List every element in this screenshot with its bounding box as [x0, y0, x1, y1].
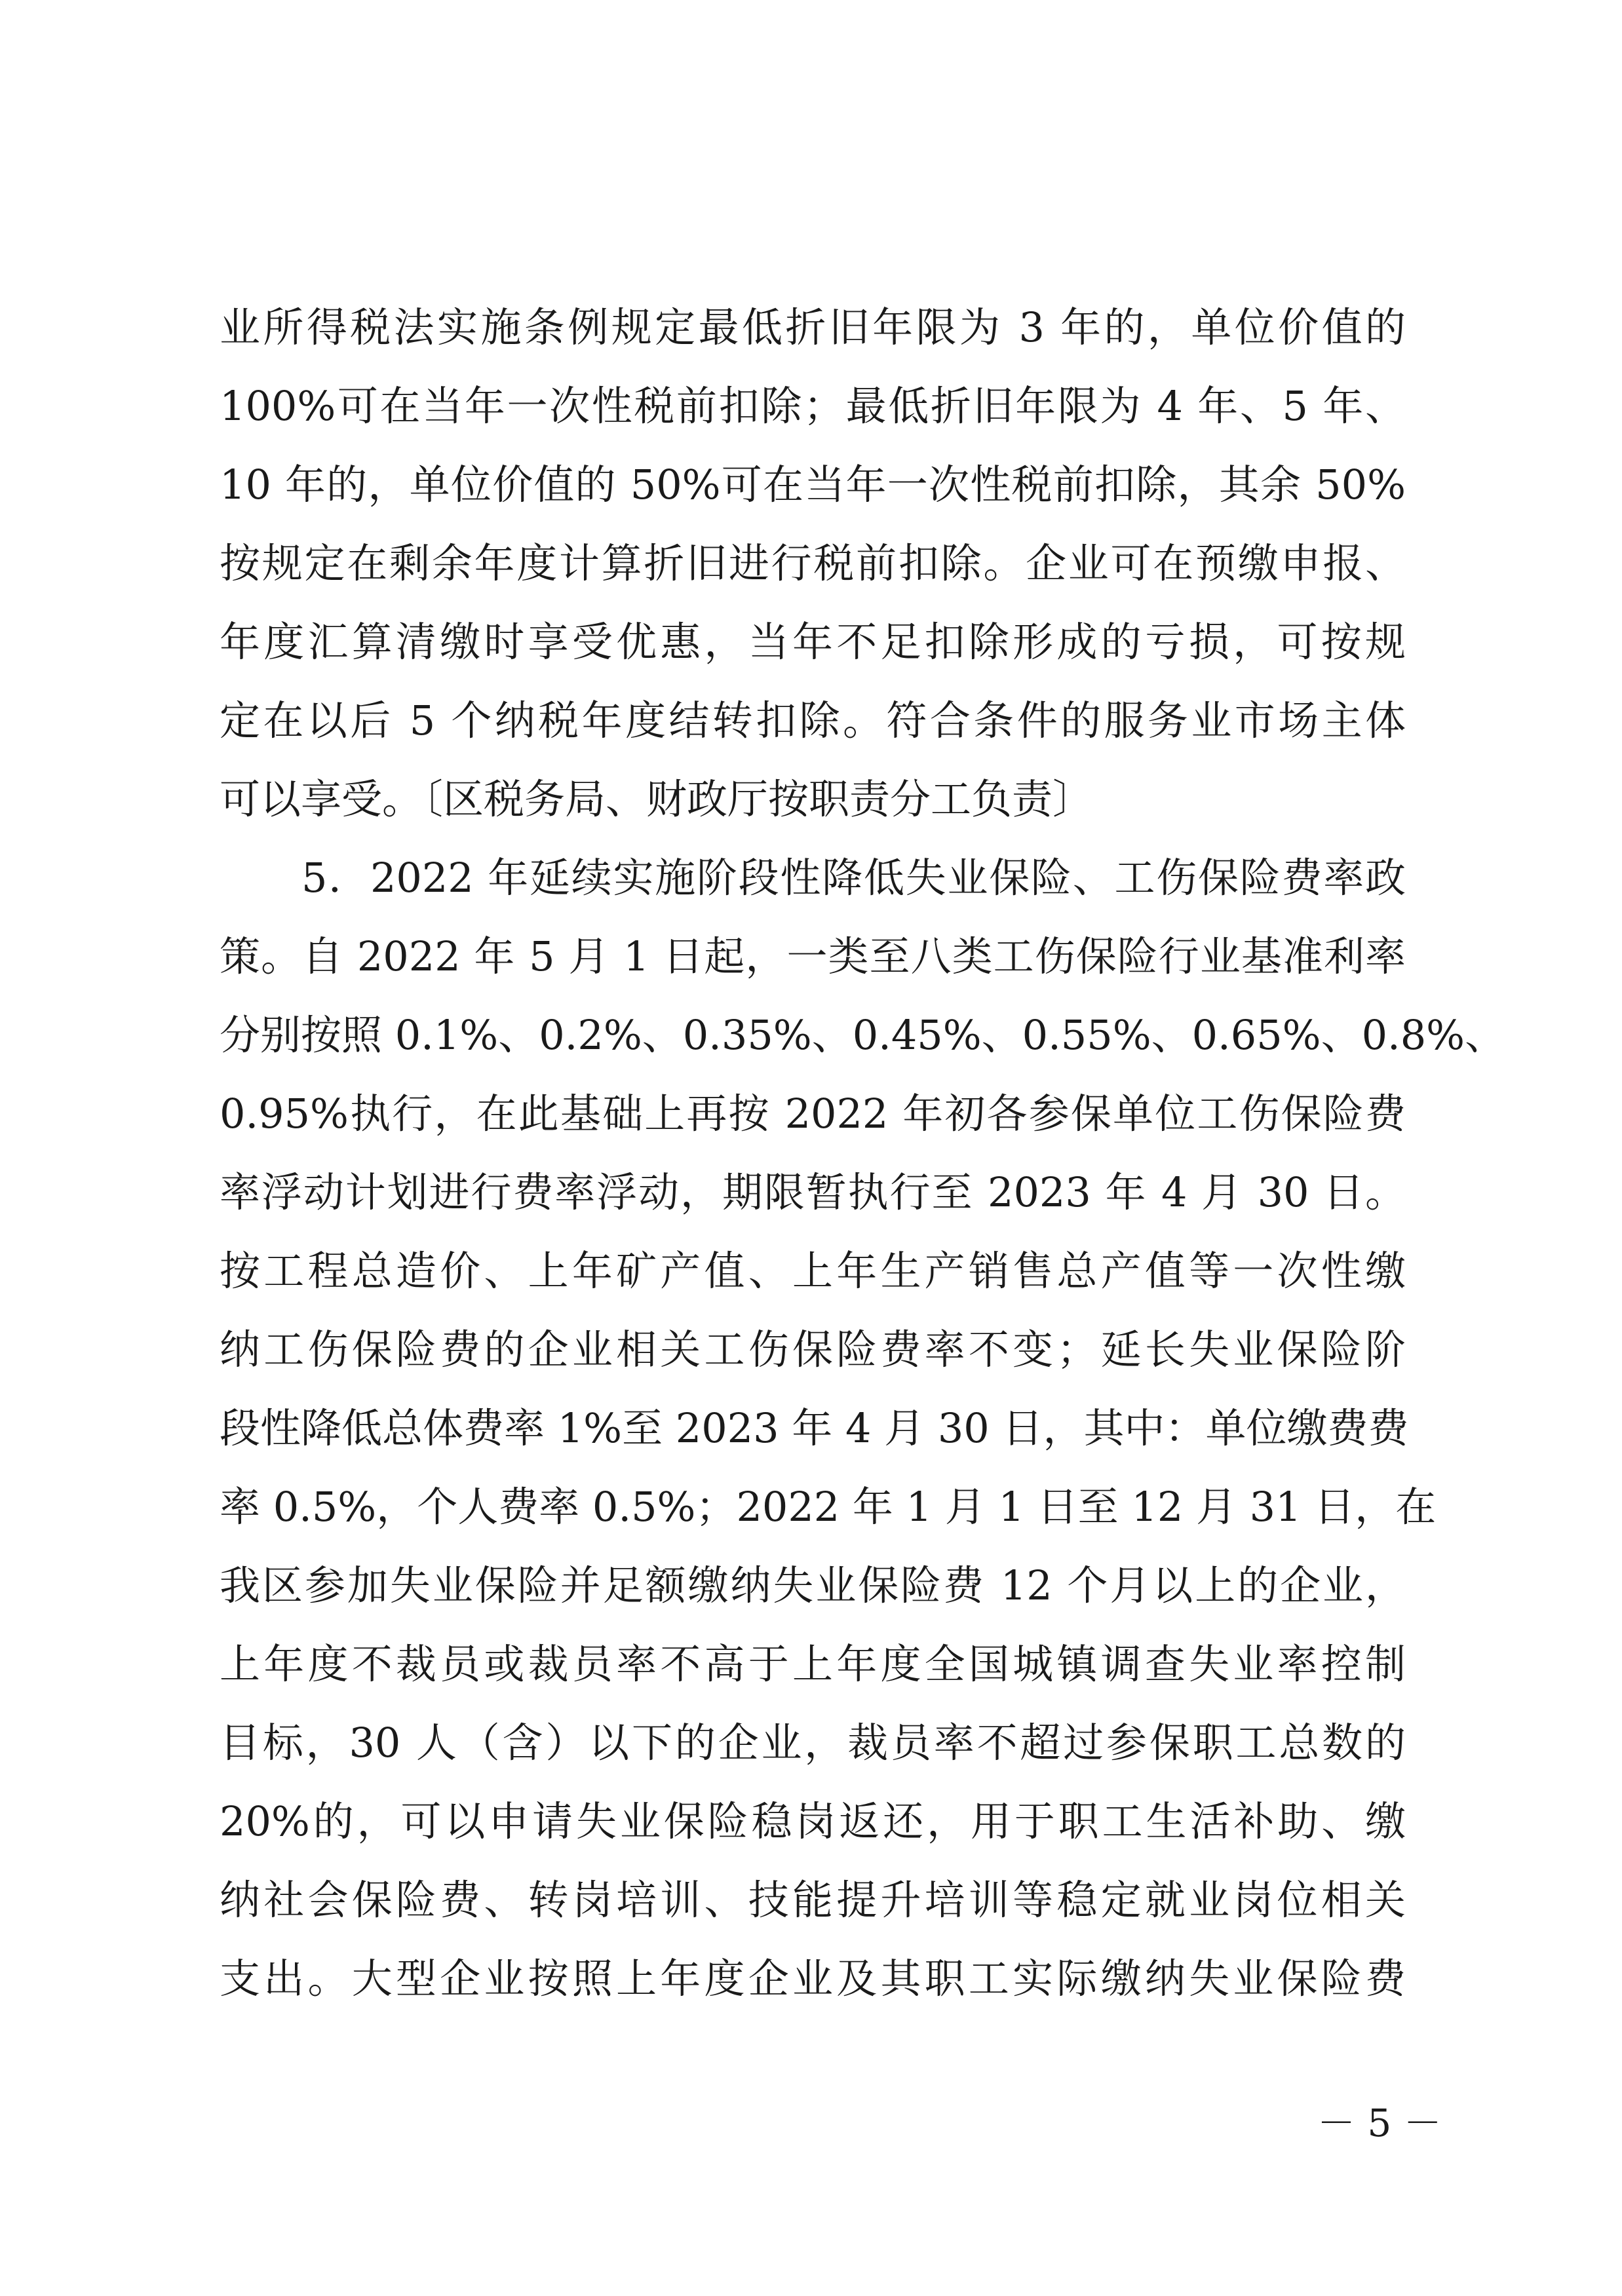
- text-line: 业所得税法实施条例规定最低折旧年限为 3 年的，单位价值的: [220, 303, 1406, 351]
- text-line: 10 年的，单位价值的 50%可在当年一次性税前扣除，其余 50%: [220, 461, 1406, 508]
- text-line: 按规定在剩余年度计算折旧进行税前扣除。企业可在预缴申报、: [220, 539, 1406, 587]
- text-line: 率浮动计划进行费率浮动，期限暂执行至 2023 年 4 月 30 日。: [220, 1168, 1406, 1216]
- text-line: 按工程总造价、上年矿产值、上年生产销售总产值等一次性缴: [220, 1247, 1406, 1295]
- text-line: 纳社会保险费、转岗培训、技能提升培训等稳定就业岗位相关: [220, 1876, 1406, 1924]
- text-line: 20%的，可以申请失业保险稳岗返还，用于职工生活补助、缴: [220, 1797, 1406, 1845]
- text-line: 可以享受。〔区税务局、财政厅按职责分工负责〕: [220, 775, 1094, 823]
- text-line: 我区参加失业保险并足额缴纳失业保险费 12 个月以上的企业，: [220, 1561, 1406, 1609]
- text-line: 段性降低总体费率 1%至 2023 年 4 月 30 日，其中：单位缴费费: [220, 1404, 1409, 1452]
- text-line: 年度汇算清缴时享受优惠，当年不足扣除形成的亏损，可按规: [220, 618, 1406, 666]
- text-line: 策。自 2022 年 5 月 1 日起，一类至八类工伤保险行业基准利率: [220, 932, 1406, 980]
- page-number: － 5 －: [1317, 2101, 1442, 2145]
- text-line: 支出。大型企业按照上年度企业及其职工实际缴纳失业保险费: [220, 1955, 1406, 2002]
- text-line: 纳工伤保险费的企业相关工伤保险费率不变；延长失业保险阶: [220, 1326, 1406, 1373]
- text-line: 定在以后 5 个纳税年度结转扣除。符合条件的服务业市场主体: [220, 697, 1406, 744]
- section-heading-line: 5．2022 年延续实施阶段性降低失业保险、工伤保险费率政: [301, 854, 1406, 902]
- text-line: 目标，30 人（含）以下的企业，裁员率不超过参保职工总数的: [220, 1719, 1406, 1767]
- text-line: 0.95%执行，在此基础上再按 2022 年初各参保单位工伤保险费: [220, 1090, 1406, 1138]
- text-line: 分别按照 0.1%、0.2%、0.35%、0.45%、0.55%、0.65%、0.8%、: [220, 1011, 1506, 1059]
- text-line: 100%可在当年一次性税前扣除；最低折旧年限为 4 年、5 年、: [220, 382, 1406, 430]
- text-line: 率 0.5%，个人费率 0.5%；2022 年 1 月 1 日至 12 月 31 日，在: [220, 1483, 1437, 1531]
- text-line: 上年度不裁员或裁员率不高于上年度全国城镇调查失业率控制: [220, 1640, 1406, 1688]
